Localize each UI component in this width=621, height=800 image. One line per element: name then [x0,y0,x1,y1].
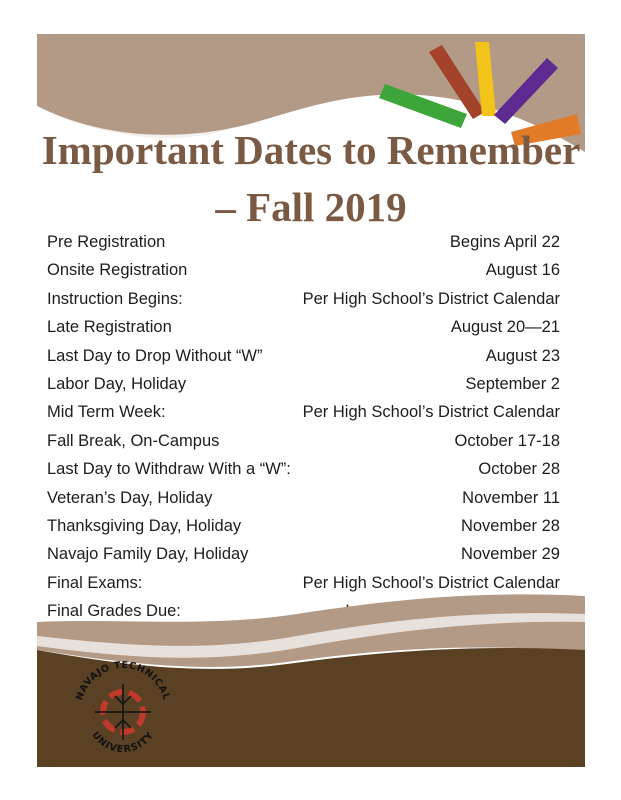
list-item [47,460,560,488]
list-item [47,261,560,289]
list-item [47,517,560,545]
logo-emblem-icon [95,684,151,740]
list-item [47,318,560,346]
page-title-line1: Important Dates to Remember [41,127,581,173]
date-label: Veteran’s Day, Holiday [47,488,213,507]
date-label: Final Exams: [47,573,143,592]
date-value: November 29 [460,545,560,564]
date-label: Final Grades Due: [47,602,181,621]
date-label: Late Registration [47,318,172,337]
date-value: Per High School’s District Calendar [302,289,560,308]
dates-list [47,233,560,630]
date-label: Last Day to Withdraw With a “W”: [47,460,291,479]
date-value: November 11 [462,488,560,507]
date-label: Labor Day, Holiday [47,374,187,393]
date-value: September 2 [465,374,560,393]
university-logo [67,654,179,762]
page-title-line2: – Fall 2019 [215,184,407,230]
date-value: August 23 [485,346,560,365]
list-item [47,489,560,517]
date-label: Fall Break, On-Campus [47,431,220,450]
flyer-page [37,34,585,767]
date-label: Mid Term Week: [47,403,166,422]
date-label: Last Day to Drop Without “W” [47,346,263,365]
logo-bottom-text: UNIVERSITY [89,729,157,756]
list-item [47,403,560,431]
date-value: October 17-18 [454,431,560,450]
date-value: Per High School’s District Calendar [302,573,560,592]
list-item [47,347,560,375]
date-label: Thanksgiving Day, Holiday [47,516,242,535]
date-label: Navajo Family Day, Holiday [47,545,249,564]
date-label: Onsite Registration [47,261,188,280]
date-value: Per High School’s District Calendar [302,403,560,422]
logo-top-text: NAVAJO TECHNICAL [74,659,172,702]
list-item [47,375,560,403]
date-value: August 16 [485,261,560,280]
date-value: October 28 [478,460,560,479]
date-value: Begins April 22 [449,233,560,251]
date-label: Instruction Begins: [47,289,183,308]
list-item [47,233,560,261]
date-label: Pre Registration [47,233,166,251]
list-item [47,545,560,573]
list-item [47,290,560,318]
date-value: November 28 [460,516,560,535]
list-item [47,432,560,460]
date-value: August 20—21 [450,318,560,337]
